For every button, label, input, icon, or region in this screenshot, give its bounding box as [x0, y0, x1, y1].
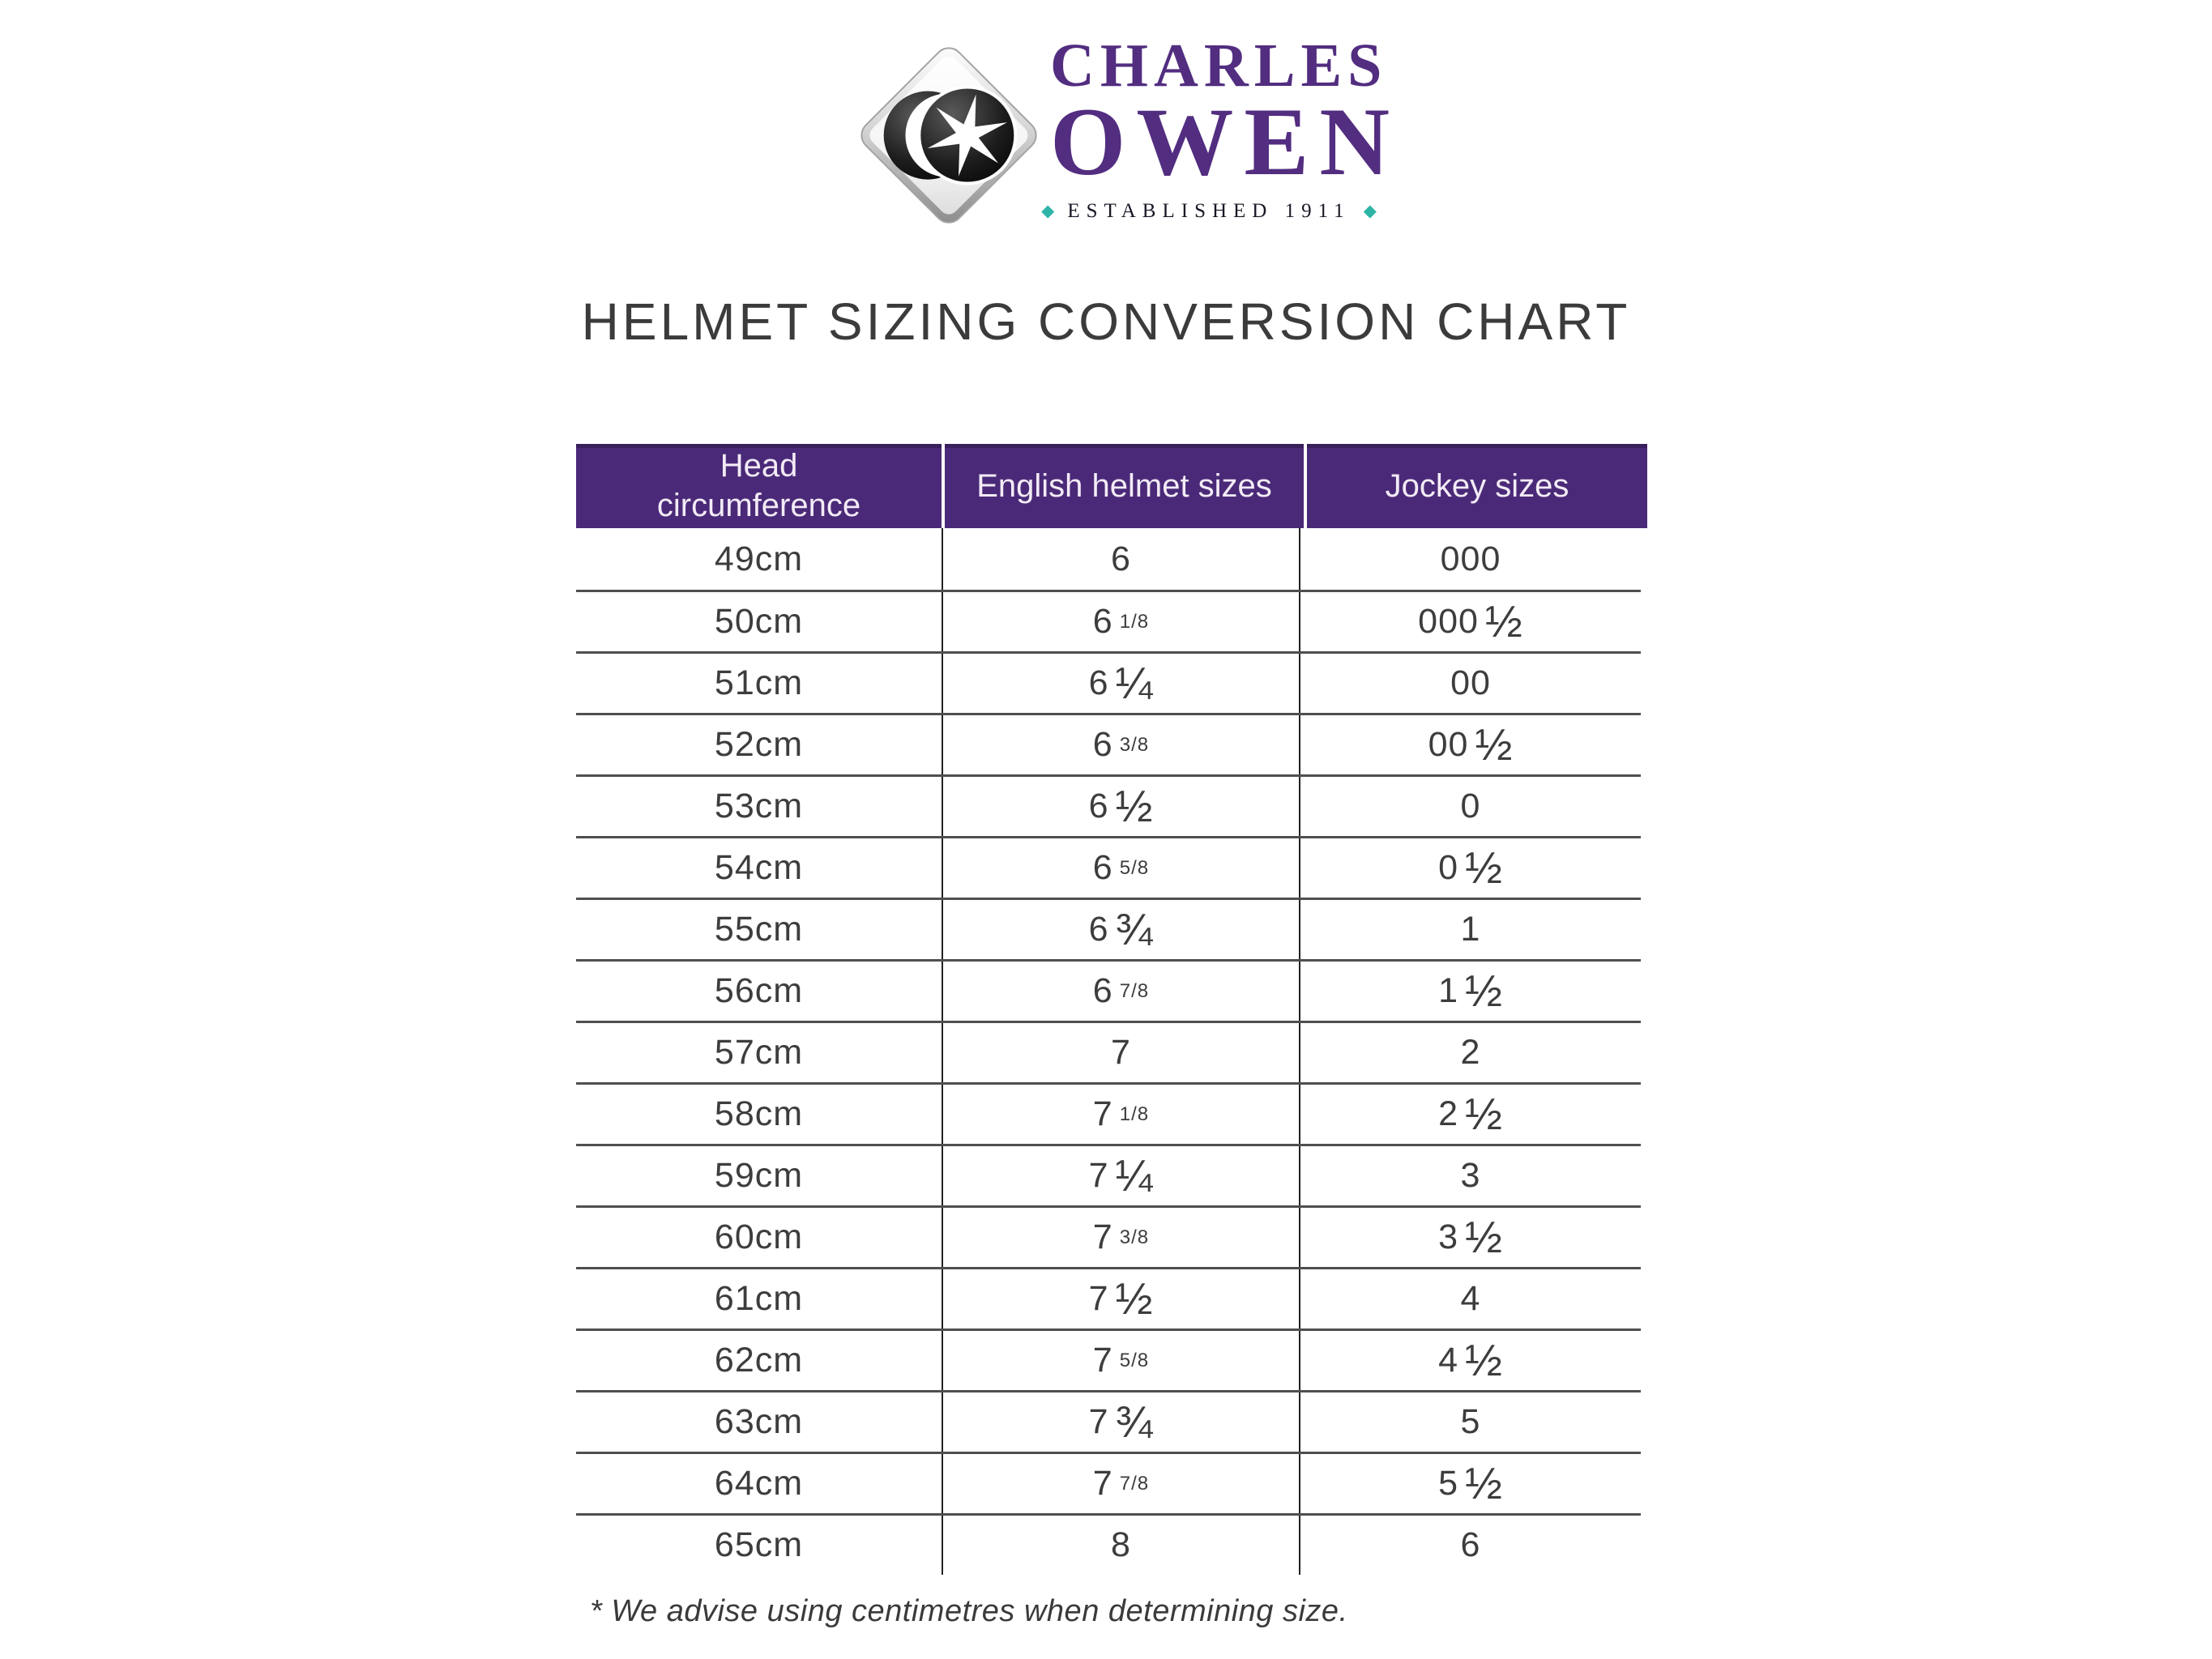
column-header-english-helmet-sizes: English helmet sizes: [945, 444, 1304, 528]
cell-english-size: 6 1/8: [942, 592, 1300, 651]
page-title: HELMET SIZING CONVERSION CHART: [581, 292, 1631, 351]
cell-english-size: 6 ¼: [942, 654, 1300, 713]
cell-english-size: 7 1/8: [942, 1085, 1300, 1144]
cell-head-circumference: 55cm: [714, 910, 804, 949]
teal-diamond-icon: ◆: [1363, 201, 1377, 221]
cell-jockey-size: 2 ½: [1438, 1088, 1503, 1139]
cell-english-size: 7: [942, 1023, 1300, 1082]
cell-english-size: 6 ½: [942, 777, 1300, 836]
established-text: ESTABLISHED 1911: [1067, 199, 1351, 222]
cell-jockey-size: 1: [1460, 910, 1481, 949]
cell-head-circumference: 57cm: [714, 1033, 804, 1072]
table-row: [576, 1144, 1641, 1205]
wheel-star-shape: [919, 87, 1015, 184]
cell-english-size: 6 ¾: [942, 900, 1300, 959]
brand-text: [1041, 32, 1401, 223]
cell-english-size: 7 ½: [942, 1269, 1300, 1328]
table-row: [576, 1267, 1641, 1328]
table-row: [576, 651, 1641, 713]
cell-head-circumference: 62cm: [714, 1341, 804, 1380]
footnote: * We advise using centimetres when determining size.: [590, 1594, 1348, 1628]
table-row: [576, 1328, 1641, 1390]
cell-jockey-size: 000 ½: [1418, 595, 1523, 646]
cell-english-size: 7 ¼: [942, 1146, 1300, 1205]
table-row: [576, 1513, 1641, 1575]
table-row: [576, 713, 1641, 774]
cell-head-circumference: 61cm: [714, 1279, 804, 1318]
cell-jockey-size: 5 ½: [1438, 1457, 1503, 1508]
table-row: [576, 1021, 1641, 1082]
table-row: [576, 836, 1641, 898]
cell-jockey-size: 3 ½: [1438, 1211, 1503, 1262]
charles-owen-logo: [852, 29, 1401, 246]
table-row: [576, 959, 1641, 1021]
cell-english-size: 7 ¾: [942, 1392, 1300, 1452]
table-row: [576, 1082, 1641, 1144]
cell-jockey-size: 00 ½: [1428, 719, 1514, 770]
teal-diamond-icon: ◆: [1041, 201, 1055, 221]
cell-jockey-size: 4: [1460, 1279, 1481, 1318]
column-header-jockey-sizes: Jockey sizes: [1307, 444, 1647, 528]
cell-head-circumference: 65cm: [714, 1525, 804, 1564]
cell-english-size: 7 5/8: [942, 1331, 1300, 1390]
cell-head-circumference: 52cm: [714, 725, 804, 764]
cell-english-size: 7 7/8: [942, 1454, 1300, 1513]
cell-english-size: 6 7/8: [942, 962, 1300, 1021]
table-row: [576, 1452, 1641, 1513]
cell-jockey-size: 4 ½: [1438, 1334, 1503, 1385]
cell-head-circumference: 49cm: [714, 539, 804, 578]
table-row: [576, 774, 1641, 836]
cell-english-size: 8: [942, 1516, 1300, 1575]
table-header-row: [576, 444, 1641, 528]
sizing-table: [576, 444, 1641, 1575]
cell-english-size: 6: [942, 528, 1300, 590]
table-body: [576, 528, 1641, 1575]
brand-name-line2: OWEN: [1050, 87, 1401, 196]
cell-jockey-size: 1 ½: [1438, 965, 1503, 1016]
cell-english-size: 6 5/8: [942, 838, 1300, 898]
cell-head-circumference: 51cm: [714, 663, 804, 702]
table-row: [576, 590, 1641, 651]
table-row: [576, 1205, 1641, 1267]
established-line: [1041, 199, 1377, 223]
cell-jockey-size: 3: [1460, 1156, 1481, 1195]
cell-head-circumference: 58cm: [714, 1094, 804, 1133]
cell-head-circumference: 64cm: [714, 1464, 804, 1503]
cell-english-size: 7 3/8: [942, 1208, 1300, 1267]
cell-head-circumference: 59cm: [714, 1156, 804, 1195]
table-row: [576, 898, 1641, 959]
cell-jockey-size: 2: [1460, 1033, 1481, 1072]
cell-jockey-size: 000: [1440, 539, 1501, 578]
column-header-head-circumference: Head circumference: [576, 444, 942, 528]
cell-head-circumference: 63cm: [714, 1402, 804, 1441]
cell-head-circumference: 53cm: [714, 787, 804, 825]
cell-jockey-size: 00: [1450, 663, 1491, 702]
cell-head-circumference: 56cm: [714, 971, 804, 1010]
cell-english-size: 6 3/8: [942, 715, 1300, 774]
cell-head-circumference: 50cm: [714, 602, 804, 641]
cell-head-circumference: 54cm: [714, 848, 804, 887]
brand-name-line1: CHARLES: [1050, 32, 1388, 100]
cell-jockey-size: 0 ½: [1438, 842, 1503, 893]
cell-head-circumference: 60cm: [714, 1218, 804, 1256]
cell-jockey-size: 0: [1460, 787, 1481, 825]
table-row: [576, 528, 1641, 590]
cell-jockey-size: 5: [1460, 1402, 1481, 1441]
diamond-wheel-logo-icon: [852, 29, 1045, 246]
table-row: [576, 1390, 1641, 1452]
cell-jockey-size: 6: [1460, 1525, 1481, 1564]
